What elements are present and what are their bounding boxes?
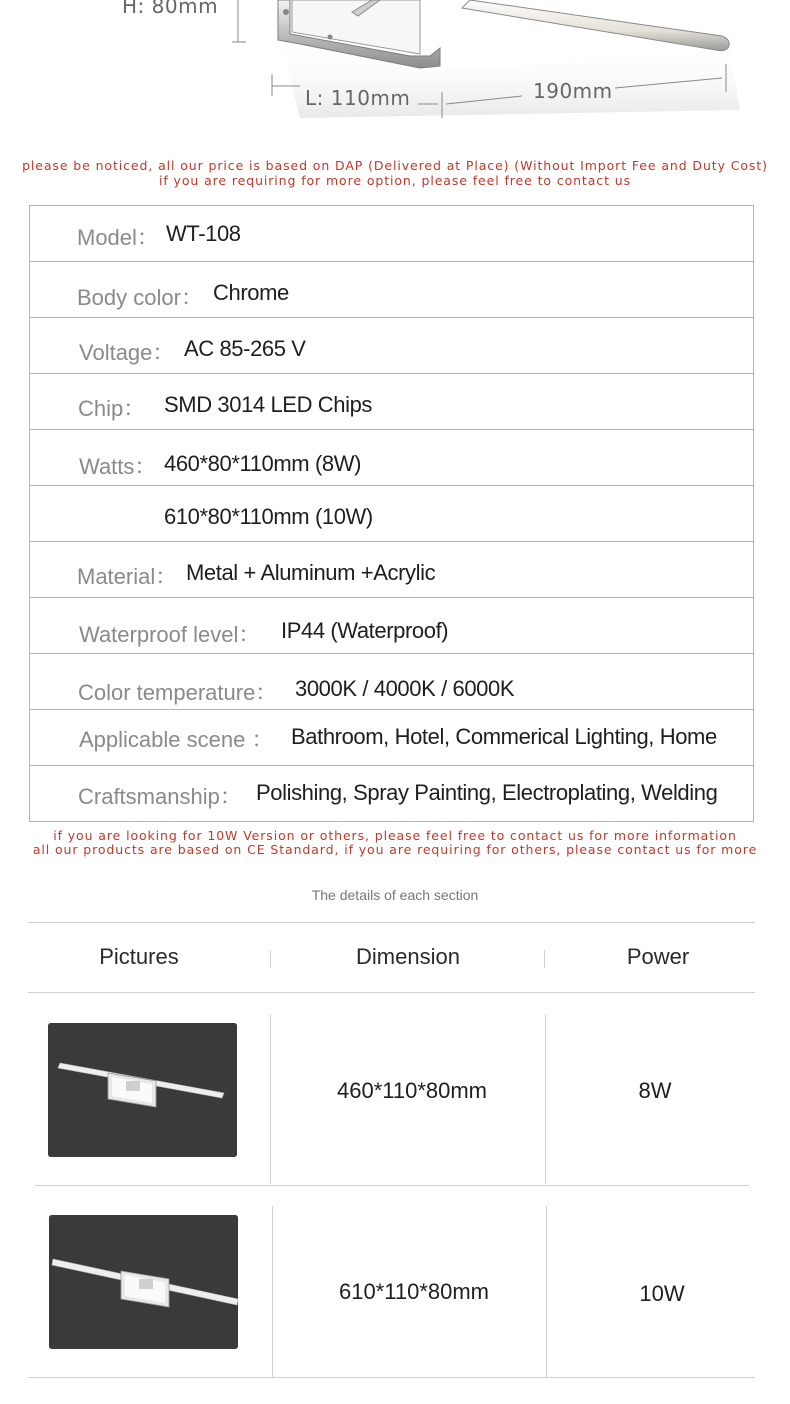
- spec-label: Voltage：: [79, 340, 175, 365]
- spec-value: 610*80*110mm (10W): [164, 504, 373, 529]
- spec-value: Polishing, Spray Painting, Electroplating, Welding: [256, 780, 718, 805]
- length-dimension-label: L: 110mm: [305, 86, 411, 110]
- product-thumbnail-8w: [48, 1023, 237, 1157]
- spec-row-applicable-scene: [30, 710, 753, 766]
- product-dimension-illustration: [0, 0, 790, 125]
- spec-row-model: [30, 206, 753, 262]
- option-notice: if you are requiring for more option, please feel free to contact us: [159, 173, 631, 188]
- spec-row-craftsmanship: [30, 766, 753, 822]
- spec-label: Watts：: [79, 454, 157, 479]
- width-dimension-label: 190mm: [533, 79, 613, 103]
- header-divider: [544, 950, 545, 968]
- price-notice: please be noticed, all our price is based on DAP (Delivered at Place) (Without Import Fee and Duty Cost): [22, 158, 768, 173]
- spec-value: Chrome: [213, 280, 289, 305]
- spec-label: Craftsmanship：: [78, 784, 242, 809]
- header-divider: [270, 950, 271, 968]
- spec-row-watts-2: [30, 486, 753, 542]
- lamp-thumbnail-image: [48, 1023, 237, 1157]
- spec-row-body-color: [30, 262, 753, 318]
- row-divider: [272, 1206, 273, 1378]
- spec-label: Body color：: [77, 285, 203, 310]
- spec-label: Applicable scene ：: [79, 727, 274, 752]
- power-cell: 8W: [638, 1078, 672, 1103]
- spec-row-chip: [30, 374, 753, 430]
- row-separator: [35, 1185, 749, 1186]
- row-divider: [270, 1014, 271, 1184]
- spec-label: Color temperature：: [78, 680, 278, 705]
- spec-value: Metal + Aluminum +Acrylic: [186, 560, 436, 585]
- header-dimension: Dimension: [356, 944, 460, 969]
- header-pictures: Pictures: [99, 944, 179, 969]
- spec-label: Chip：: [78, 396, 146, 421]
- spec-value: Bathroom, Hotel, Commerical Lighting, Home: [291, 724, 717, 749]
- header-power: Power: [626, 944, 690, 969]
- version-notice: if you are looking for 10W Version or others, please feel free to contact us for more information: [53, 828, 737, 843]
- spec-label: Material：: [77, 564, 178, 589]
- spec-value: AC 85-265 V: [184, 336, 306, 361]
- spec-value: 3000K / 4000K / 6000K: [295, 676, 515, 701]
- details-top-rule: [28, 922, 755, 923]
- spec-row-watts: [30, 430, 753, 486]
- spec-value: WT-108: [166, 221, 241, 246]
- spec-value: IP44 (Waterproof): [281, 618, 449, 643]
- ce-standard-notice: all our products are based on CE Standard, if you are requiring for others, please contact us for more: [32, 842, 758, 857]
- spec-row-color-temperature: [30, 654, 753, 710]
- spec-row-waterproof: [30, 598, 753, 654]
- details-caption: The details of each section: [311, 887, 479, 903]
- spec-value: SMD 3014 LED Chips: [164, 392, 373, 417]
- specification-table: [29, 205, 754, 822]
- header-bottom-rule: [28, 992, 755, 993]
- spec-row-voltage: [30, 318, 753, 374]
- dimension-cell: 460*110*80mm: [336, 1078, 488, 1103]
- dimension-cell: 610*110*80mm: [338, 1279, 490, 1304]
- spec-label: Waterproof level：: [79, 622, 261, 647]
- details-bottom-rule: [28, 1377, 755, 1378]
- spec-value: 460*80*110mm (8W): [164, 451, 361, 476]
- spec-row-material: [30, 542, 753, 598]
- lamp-thumbnail-image: [49, 1215, 238, 1349]
- spec-label: Model：: [77, 225, 159, 250]
- height-dimension-label: H: 80mm: [122, 0, 219, 18]
- power-cell: 10W: [639, 1281, 685, 1306]
- product-thumbnail-10w: [49, 1215, 238, 1349]
